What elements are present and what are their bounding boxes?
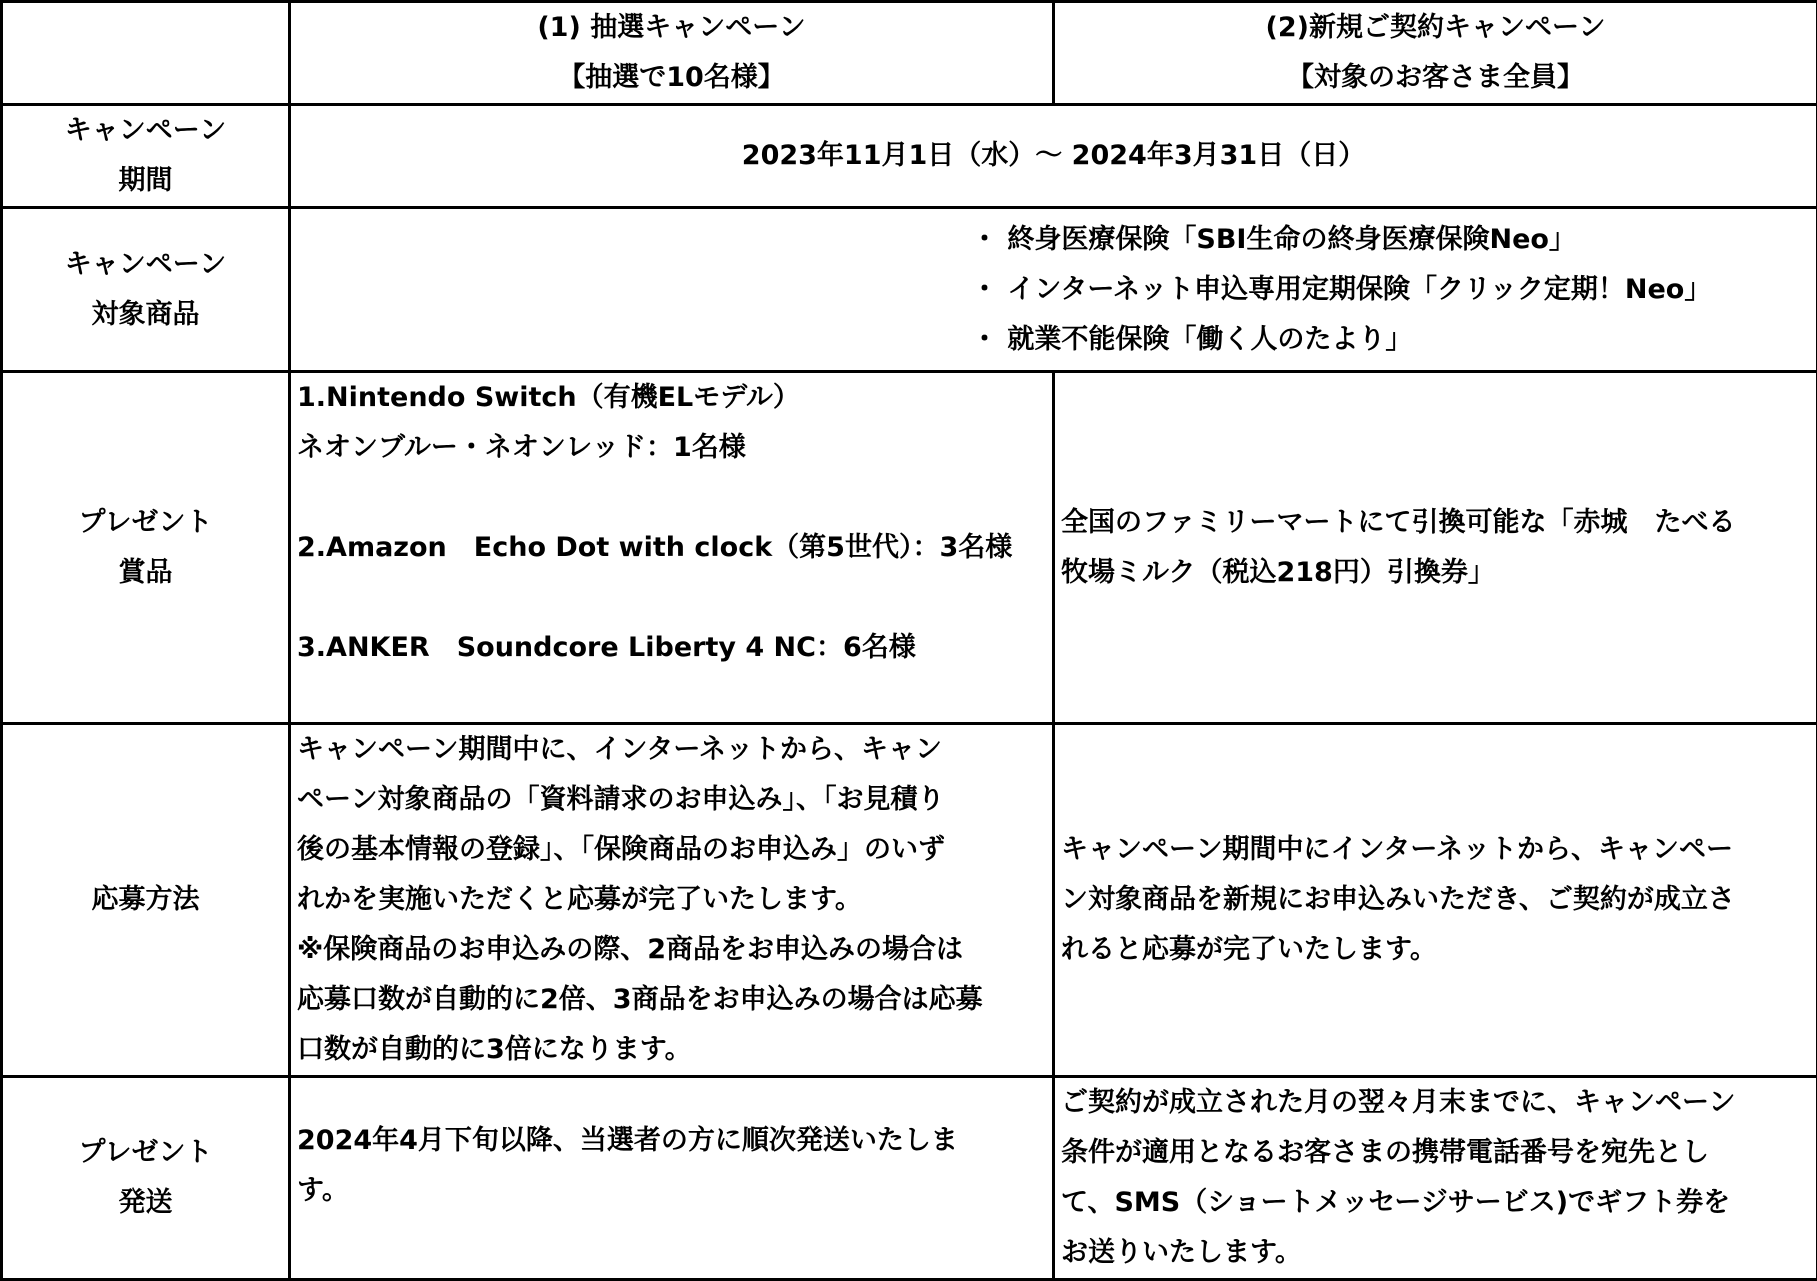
- prize-lottery-line: 1.Nintendo Switch（有機ELモデル）: [297, 373, 1048, 423]
- apply-row: [2, 724, 1817, 1077]
- apply-new-contract-line: キャンペーン期間中にインターネットから、キャンペー: [1061, 825, 1812, 875]
- shipping-new-contract-line: 条件が適用となるお客さまの携帯電話番号を宛先とし: [1061, 1128, 1812, 1178]
- prize-row: [2, 372, 1817, 724]
- apply-lottery-cell: [290, 724, 1054, 1077]
- new-contract-campaign-title: (2)新規ご契約キャンペーン: [1055, 3, 1816, 53]
- apply-new-contract-line: ン対象商品を新規にお申込みいただき、ご契約が成立さ: [1061, 875, 1812, 925]
- shipping-lottery-cell: [290, 1077, 1054, 1280]
- products-row: [2, 208, 1817, 372]
- products-label-line1: キャンペーン: [3, 240, 288, 290]
- shipping-new-contract-line: て、SMS（ショートメッセージサービス)でギフト券を: [1061, 1178, 1812, 1228]
- period-value-cell: [290, 105, 1817, 208]
- apply-lottery-line: ※保険商品のお申込みの際、2商品をお申込みの場合は: [297, 925, 1048, 975]
- prize-label-cell: [2, 372, 290, 724]
- apply-lottery-line: 後の基本情報の登録」、「保険商品のお申込み」のいず: [297, 825, 1048, 875]
- shipping-lottery-line: 2024年4月下旬以降、当選者の方に順次発送いたしま: [297, 1116, 1048, 1166]
- prize-label-line1: プレゼント: [3, 498, 288, 548]
- new-contract-campaign-subtitle: 【対象のお客さま全員】: [1055, 53, 1816, 103]
- shipping-label-line2: 発送: [3, 1178, 288, 1228]
- header-row: [2, 2, 1817, 105]
- lottery-campaign-subtitle: 【抽選で10名様】: [291, 53, 1052, 103]
- period-label-line2: 期間: [3, 156, 288, 206]
- apply-lottery-line: キャンペーン期間中に、インターネットから、キャン: [297, 725, 1048, 775]
- apply-lottery-line: 口数が自動的に3倍になります。: [297, 1025, 1048, 1075]
- spacer: [297, 573, 1048, 623]
- prize-label-line2: 賞品: [3, 548, 288, 598]
- shipping-new-contract-cell: [1054, 1077, 1817, 1280]
- products-label-line2: 対象商品: [3, 290, 288, 340]
- apply-lottery-line: れかを実施いただくと応募が完了いたします。: [297, 875, 1048, 925]
- header-empty-cell: [2, 2, 290, 105]
- apply-new-contract-line: れると応募が完了いたします。: [1061, 925, 1812, 975]
- header-new-contract-cell: [1054, 2, 1817, 105]
- spacer: [297, 473, 1048, 523]
- shipping-label-line1: プレゼント: [3, 1128, 288, 1178]
- shipping-new-contract-line: ご契約が成立された月の翌々月末までに、キャンペーン: [1061, 1078, 1812, 1128]
- apply-new-contract-cell: [1054, 724, 1817, 1077]
- prize-lottery-cell: [290, 372, 1054, 724]
- prize-lottery-line: 2.Amazon Echo Dot with clock（第5世代）：3名様: [297, 523, 1048, 573]
- apply-lottery-line: ペーン対象商品の「資料請求のお申込み」、「お見積り: [297, 775, 1048, 825]
- shipping-label-cell: [2, 1077, 290, 1280]
- header-lottery-cell: [290, 2, 1054, 105]
- apply-label: 応募方法: [3, 875, 288, 925]
- product-item: ・ 就業不能保険「働く人のたより」: [971, 315, 1816, 365]
- lottery-campaign-title: (1) 抽選キャンペーン: [291, 3, 1052, 53]
- product-item: ・ 終身医療保険「SBI生命の終身医療保険Neo」: [971, 215, 1816, 265]
- period-label-line1: キャンペーン: [3, 106, 288, 156]
- period-label-cell: [2, 105, 290, 208]
- shipping-row: [2, 1077, 1817, 1280]
- prize-new-contract-cell: [1054, 372, 1817, 724]
- apply-label-cell: [2, 724, 290, 1077]
- prize-lottery-line: 3.ANKER Soundcore Liberty 4 NC：6名様: [297, 623, 1048, 673]
- period-row: [2, 105, 1817, 208]
- prize-lottery-line: ネオンブルー・ネオンレッド：1名様: [297, 423, 1048, 473]
- shipping-new-contract-line: お送りいたします。: [1061, 1228, 1812, 1278]
- products-list-cell: [290, 208, 1817, 372]
- products-label-cell: [2, 208, 290, 372]
- product-item: ・ インターネット申込専用定期保険「クリック定期！Neo」: [971, 265, 1816, 315]
- prize-new-contract-line: 牧場ミルク（税込218円）引換券」: [1061, 548, 1812, 598]
- period-value: 2023年11月1日（水）～ 2024年3月31日（日）: [291, 131, 1816, 181]
- prize-new-contract-line: 全国のファミリーマートにて引換可能な「赤城 たべる: [1061, 498, 1812, 548]
- apply-lottery-line: 応募口数が自動的に2倍、3商品をお申込みの場合は応募: [297, 975, 1048, 1025]
- shipping-lottery-line: す。: [297, 1166, 1048, 1216]
